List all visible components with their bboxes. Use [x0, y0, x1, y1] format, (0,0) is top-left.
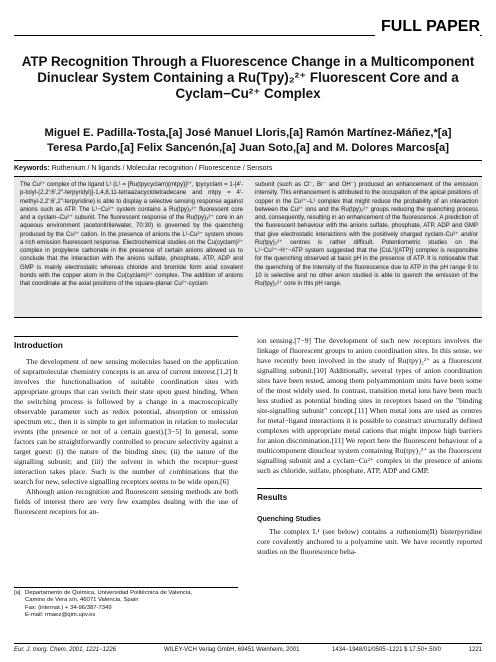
abstract-left-column: The Cu²⁺ complex of the ligand L¹ (L¹ = [Ru(tpycyclam)(mtpy)]²⁺, tpycyclam = 1-[4′-p-tolyl-(2,2′:6′,2″-terpyridyl)]-1,4,8,11-tetraazacyclotetradecane and mtpy = 4′-methyl-2,2′:6′,2″-terpyridine) is able to display a selective sensing response against anions such as ATP. The L¹−Cu²⁺ system contains a Ru(tpy)₂²⁺ fluorescent core and a cyclam–Cu²⁺ subunit. The fluorescent response of the Ru(tpy)₂²⁺ core in an aqueous environment (acetonitrile/water, 70:30) is governed by the quenching produced by the Cu²⁺ cation. In the presence of anions the L¹-Cu²⁺ system shows a rich emission fluorescent response. Electrochemical studies on the Cu(cyclam)²⁺ complex in propylene carbonate in the presence of certain anions allowed us to conclude that the interaction with the anions sulfate, phosphate, ATP, ADP and GMP is mainly electrostatic whereas chloride and bromide form axial covalent bonds with the copper atom in the Cu(cyclam)²⁺ complex. The addition of anions that coordinate at the axial positions of the square-planar Cu²⁺-cyclam — [20, 182, 243, 287]
footnote-line: Camino de Vera s/n, 46071 Valencia, Spain — [25, 597, 139, 604]
affiliation-footnote — [14, 587, 238, 619]
page-footer — [14, 643, 482, 656]
article-title: ATP Recognition Through a Fluorescence Change in a Multicomponent Dinuclear System Containing a Ru(Tpy)₂²⁺ Fluorescent Core and a Cyclam−Cu²⁺ Complex — [21, 54, 475, 101]
abstract-box — [14, 176, 482, 318]
publisher-info: WILEY-VCH Verlag GmbH, 69451 Weinheim, 2001 — [164, 647, 300, 653]
keywords-row — [14, 160, 482, 176]
footnote-line: Departamento de Química, Universidad Politécnica de Valencia, — [25, 590, 193, 596]
journal-citation: Eur. J. Inorg. Chem. 2001, 1221−1226 — [14, 647, 117, 653]
author-line-2: Teresa Pardo,[a] Felix Sancenón,[a] Juan Soto,[a] and M. Dolores Marcos[a] — [46, 142, 449, 154]
keywords-label: Keywords: — [14, 165, 50, 172]
quenching-studies-subheading: Quenching Studies — [257, 516, 321, 523]
body-right-column — [257, 336, 482, 557]
body-left-column — [14, 336, 238, 517]
introduction-heading: Introduction — [14, 336, 238, 351]
footnote-line: E-mail: rmaez@qim.upv.es — [25, 611, 96, 618]
keywords-text: Ruthenium / N ligands / Molecular recognition / Fluorescence / Sensors — [51, 165, 273, 172]
intro-paragraph-1: The development of new sensing molecules based on the application of supramolecular chemistry concepts is an area of current interest.[1,2] It involves the functionalisation of suitable coordination sites with appropriate groups that can switch their state upon guest binding. When the switching process is followed by a change in a macroscopically observable parameter such as redox potential, absorption or emission spectrum etc., then it is simple to get information in relation to molecular events (the presence or not of a certain guest).[3−5] In general, some factors can be straightforwardly controlled to procure selectivity against a target guest: (i) the nature of the binding sites; (ii) the nature of the signalling subunit; and (iii) the solvent in which the receptor−guest interaction takes place. Such is the number of combinations that the search for new, selective signalling receptors seems to be wide open.[6] — [14, 357, 238, 486]
footnote-line: Fax: (internat.) + 34-96/387-7349 — [25, 604, 112, 611]
full-paper-label: FULL PAPER — [375, 17, 480, 37]
footnote-marker: [a] — [14, 590, 21, 596]
intro-paragraph-2: Although anion recognition and fluorescent sensing methods are both fields of interest there are very few examples dealing with the use of fluorescent receptors for an- — [14, 487, 238, 516]
page-number: 1221 — [468, 647, 482, 653]
article-code: 1434−1948/01/0505−1221 $ 17.50+.50/0 — [332, 647, 441, 653]
results-heading: Results — [257, 488, 482, 503]
results-paragraph-1: The complex L¹ (see below) contains a ruthenium(II) bisterpyridine core covalently anchored to a polyamine unit. We have recently reported studies on the fluorescence beha- — [257, 527, 482, 556]
author-list — [20, 126, 476, 156]
page-header — [14, 9, 482, 45]
intro-paragraph-3: ion sensing.[7−9] The development of such new receptors involves the linkage of fluorescent groups to anion coordination sites. In this sense, we have recently been involved in the study of Ru(tpy)₂²⁺ as a fluorescent signalling subunit.[10] Additionally, several types of anion coordination sites have been tested, among them polyammonium units have been some of the most widely used. In contrast, transition metal ions have been much less studied as potential binding sites in receptors based on the "binding site-signalling subunit" concept.[11] When metal ions are used as centres for metal−ligand interactions it is possible to construct structurally defined complexes with appropriate metal cations that might impose high barriers for anion discrimination.[11] We report here the fluorescent behaviour of a multicomponent dinuclear system containing Ru(tpy)₂²⁺ as the fluorescent signalling subunit and a cyclam−Cu²⁺ complex in the presence of anions such as chloride, sulfate, phosphate, ATP, ADP and GMP. — [257, 336, 482, 475]
author-line-1: Miguel E. Padilla-Tosta,[a] José Manuel Lloris,[a] Ramón Martínez-Máñez,*[a] — [44, 127, 452, 139]
abstract-right-column: subunit (such as Cl⁻, Br⁻ and OH⁻) produced an enhancement of the emission intensity. This enhancement is attributed to the occupation of the apical positions of copper in the Cu²⁺–L¹ complex that might reduce the probability of an interaction between the Cu²⁺ ions and the Ru(tpy)₂²⁺ groups reducing the quenching process and, consequently, resulting in an enhancement of the fluorescence. A prediction of the fluorescent behaviour with the anions sulfate, phosphate, ATP, ADP and GMP that give electrostatic interactions with the positively charged cyclam-Cu²⁺ and/or Ru(tpy)₂²⁺ centres is rather difficult. Potentiometric studies on the L¹−Cu²⁺−H⁺−ATP system suggested that the [CuL¹](ATP)] complex is responsible for the quenching observed at basic pH in the presence of ATP. It is noticeable that the quenching of the intensity of the fluorescence due to ATP in the pH range 9 to 10 is selective and no other anion studied is able to quench the emission of the Ru(tpy)₂²⁺ core in this pH range. — [255, 182, 478, 287]
footnote-body — [25, 590, 238, 619]
